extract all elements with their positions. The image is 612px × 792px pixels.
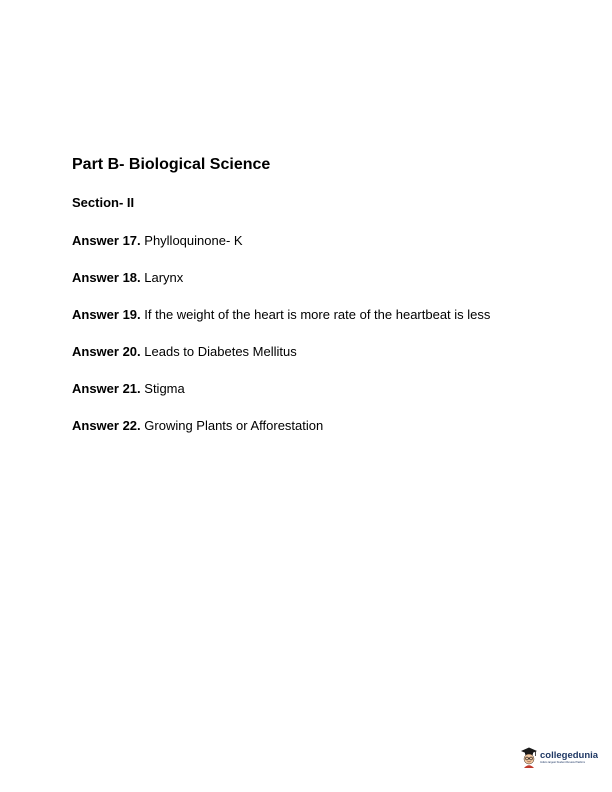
answer-text: Phylloquinone- K bbox=[140, 233, 243, 248]
answer-text: Stigma bbox=[140, 381, 185, 396]
answer-label: Answer 18. bbox=[72, 270, 141, 285]
answer-19 bbox=[72, 306, 490, 343]
section-title: Section- II bbox=[72, 195, 135, 210]
answer-17 bbox=[72, 232, 490, 269]
answer-text: Larynx bbox=[140, 270, 184, 285]
answer-text: Growing Plants or Afforestation bbox=[140, 418, 324, 433]
graduate-mascot-icon bbox=[520, 746, 538, 768]
answer-22 bbox=[72, 417, 490, 454]
answer-18 bbox=[72, 269, 490, 306]
answer-label: Answer 19. bbox=[72, 307, 141, 322]
answer-label: Answer 20. bbox=[72, 344, 141, 359]
answer-20 bbox=[72, 343, 490, 380]
answer-text: Leads to Diabetes Mellitus bbox=[140, 344, 297, 359]
answer-label: Answer 17. bbox=[72, 233, 141, 248]
answer-21 bbox=[72, 380, 490, 417]
part-title: Part B- Biological Science bbox=[72, 156, 271, 173]
answer-text: If the weight of the heart is more rate of the heartbeat is less bbox=[140, 307, 491, 322]
answer-label: Answer 22. bbox=[72, 418, 141, 433]
answer-label: Answer 21. bbox=[72, 381, 141, 396]
answer-list bbox=[72, 232, 490, 454]
logo-name: collegedunia bbox=[540, 749, 599, 761]
collegedunia-logo bbox=[520, 744, 610, 770]
logo-wordmark bbox=[540, 750, 598, 765]
logo-tagline: India's largest Student Review Platform bbox=[540, 760, 586, 764]
